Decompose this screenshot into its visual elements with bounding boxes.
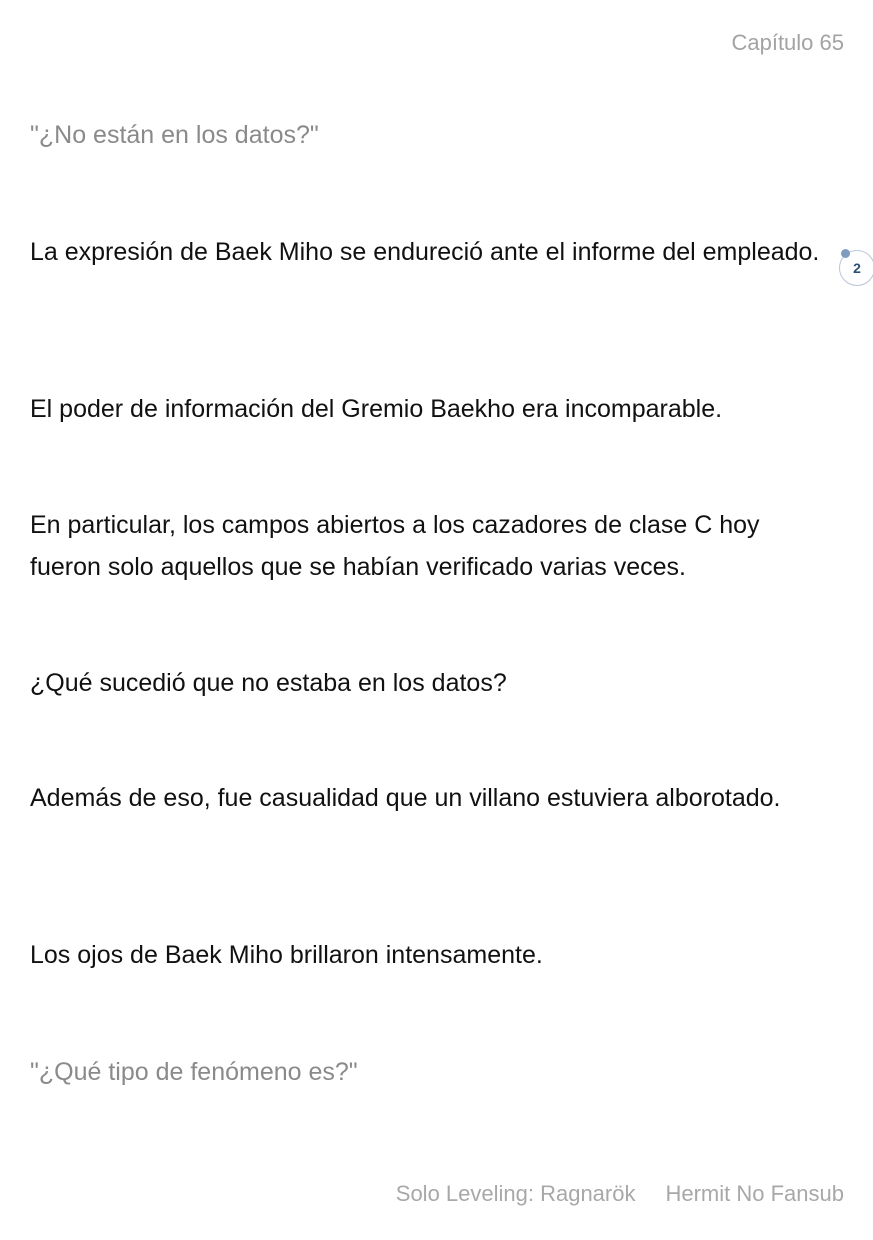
paragraph-5: ¿Qué sucedió que no estaba en los datos? [30,669,507,697]
page-number-label: 2 [853,260,861,276]
paragraph-3: El poder de información del Gremio Baekho era incomparable. [30,395,723,423]
footer [396,1181,844,1207]
paragraph-dialog-8: "¿Qué tipo de fenómeno es?" [30,1058,358,1086]
paragraph-dialog-1: "¿No están en los datos?" [30,121,319,149]
footer-book-title: Solo Leveling: Ragnarök [395,1181,636,1206]
paragraph-2: La expresión de Baek Miho se endureció ante el informe del empleado. [30,238,820,266]
paragraph-6: Además de eso, fue casualidad que un villano estuviera alborotado. [30,784,781,812]
paragraph-7: Los ojos de Baek Miho brillaron intensamente. [30,941,543,969]
footer-credit: Hermit No Fansub [665,1181,844,1206]
paragraph-4: En particular, los campos abiertos a los cazadores de clase C hoy fueron solo aquellos que se habían verificado varias veces. [30,511,760,581]
chapter-title: Capítulo 65 [731,30,844,55]
badge-dot-icon [841,249,850,258]
